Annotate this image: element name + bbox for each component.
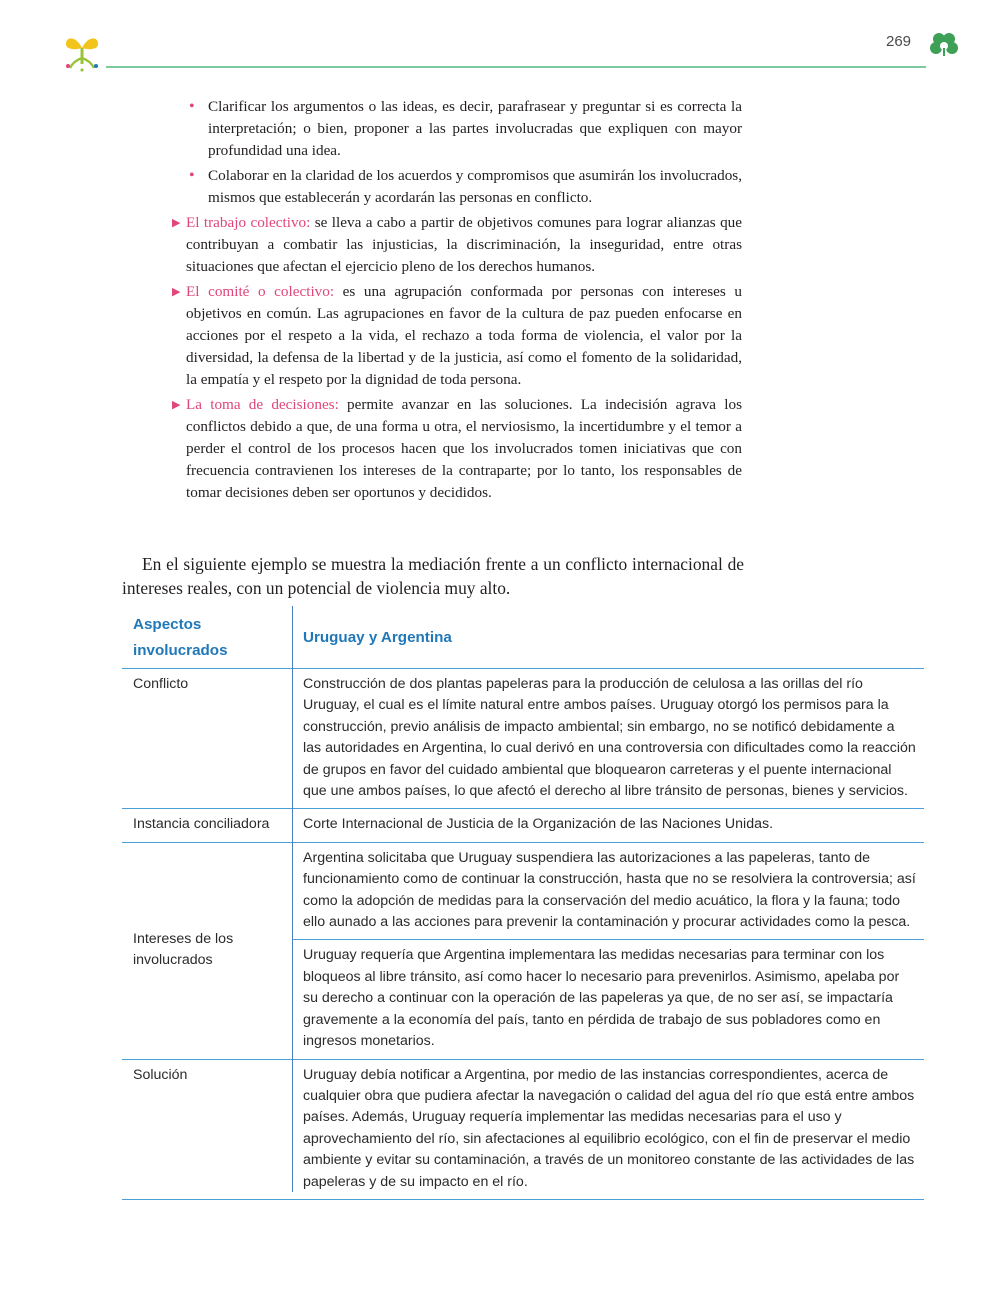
header-cell: Aspectos involucrados [133,616,228,659]
logo-icon [60,30,104,72]
term-text: se lleva a cabo a partir de objetivos comunes para lograr alianzas que contribuyan a combatir las injusticias, la discriminación, la inseguridad, entre otras situaciones que afectan el ejercicio pleno de los derechos humanos. [186,214,743,275]
row-cell: Argentina solicitaba que Uruguay suspendiera las autorizaciones a las papeleras, tanto de funcionamiento como de continuar la construcción, hasta que no se resolviera la controversia; así como la adopción de medidas para la conservación del medio acuático, la flora y la fauna; todo ello aunado a las acciones para prevenir la contaminación y procurar actividades como la pesca. [303,849,916,931]
intro-paragraph: En el siguiente ejemplo se muestra la mediación frente a un conflicto internacional de intereses reales, con un potencial de violencia muy alto. [122,554,744,598]
term-label: El trabajo colectivo: [186,214,311,231]
row-label: Instancia conciliadora [133,816,270,833]
row-cell: Construcción de dos plantas papeleras para la producción de celulosa a las orillas del río Uruguay, el cual es el límite natural entre ambos países. Uruguay otorgó los permisos para la construcción, previo análisis de impacto ambiental; sin embargo, no se notificó debidamente a las autoridades en Argentina, lo cual derivó en una controversia con dificultades como la reacción de grupos en favor del cuidado ambiental que bloquearon carreteras y el puente internacional que une ambos países, lo que afectó el derecho al libre tránsito de personas, bienes y servicios. [303,676,916,800]
table-header [122,606,924,669]
definition-trabajo-colectivo [172,212,743,278]
column-divider [292,606,293,1192]
mediation-table [122,606,924,1200]
row-cell-group [292,843,924,1059]
row-label: Solución [133,1066,188,1083]
row-label: Intereses de los involucrados [133,930,234,969]
row-cell: Uruguay debía notificar a Argentina, por medio de las instancias correspondientes, acerca de cualquier obra que pudiera afectar la navegación o calidad del agua del río que está entre ambos países. Además, Uruguay requería implementar las medidas necesarias para el uso y aprovechamiento del río, sin afectaciones al equilibrio ecológico, con el fin de preservar el medio ambiente y evitar su contaminación, a través de un monitoreo constante de las actividades de las papeleras y de su impacto en el río. [303,1066,915,1190]
definition-toma-decisiones [172,394,742,504]
triangle-bullet-icon: ▶ [172,217,181,229]
term-text: permite avanzar en las soluciones. La indecisión agrava los conflictos debido a que, de una forma u otra, el nerviosismo, la incertidumbre y el temor a perder el control de los procesos hacen que los involucrados tomen iniciativas que con frecuencia contravienen los intereses de la contraparte; por lo tanto, los responsables de tomar decisiones deben ser oportunos y decididos. [186,396,742,501]
header-rule [106,66,926,68]
bullet-item: • Colaborar en la claridad de los acuerdos y compromisos que asumirán los involucrados, mismos que establecerán y acordarán las personas en conflicto. [208,165,742,209]
table-row [122,843,924,1060]
term-text: es una agrupación conformada por personas con intereses u objetivos en común. Las agrupaciones en favor de la cultura de paz pueden enfocarse en acciones por el respeto a la vida, el rechazo a toda forma de violencia, el valor por la diversidad, la defensa de la libertad y de la justicia, así como el fomento de la solidaridad, la empatía y el respeto por la dignidad de toda persona. [186,283,742,388]
triangle-bullet-icon: ▶ [172,286,181,298]
row-label: Conflicto [133,676,189,692]
bullet-item: • Clarificar los argumentos o las ideas, es decir, parafrasear y preguntar si es correcta la interpretación; o bien, proponer a las partes involucradas que expliquen con mayor profundidad una idea. [208,96,742,162]
row-cell: Corte Internacional de Justicia de la Organización de las Naciones Unidas. [303,816,774,833]
header-cell: Uruguay y Argentina [303,629,452,646]
page-number: 269 [886,33,912,50]
term-label: La toma de decisiones: [186,396,339,413]
table-row [122,809,924,842]
bullet-list [186,96,742,209]
row-cell: Uruguay requería que Argentina implementara las medidas necesarias para terminar con los bloqueos al libre tránsito, así como hacer lo necesario para prevenirlos. Asimismo, apelaba por su derecho a continuar con la operación de las papeleras ya que, de no ser así, se impactaría gravemente a la economía del país, tanto en pérdida de trabajo de sus pobladores como en ingresos monetarios. [292,939,924,1058]
term-label: El comité o colectivo: [186,283,335,300]
clover-icon [930,31,958,57]
content-list [172,96,743,507]
triangle-bullet-icon: ▶ [172,399,181,411]
table-row [122,669,924,809]
definition-comite [172,281,742,391]
table-row [122,1060,924,1200]
